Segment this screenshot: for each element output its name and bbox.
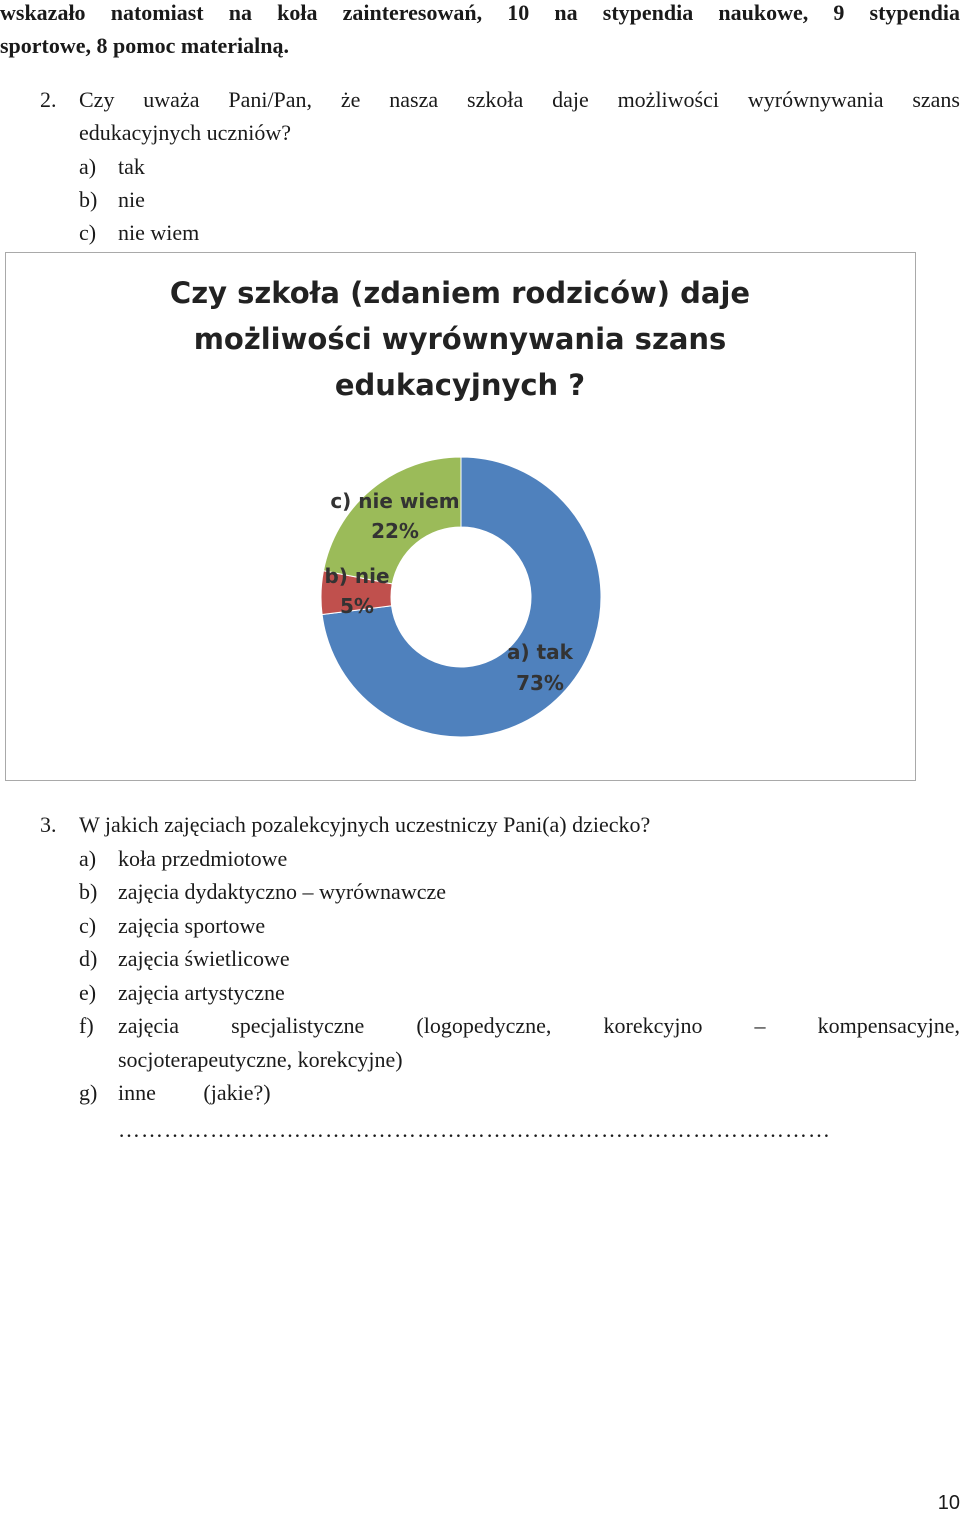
q3-text: W jakich zajęciach pozalekcyjnych uczestniczy Pani(a) dziecko? — [79, 812, 651, 837]
q3-option-f-continuation: socjoterapeutyczne, korekcyjne) — [118, 1047, 403, 1072]
q2-option-c: nie wiem — [118, 220, 200, 245]
answer-dotted-line: ………………………………………………………………………………… — [118, 1117, 831, 1142]
intro-line-2: sportowe, 8 pomoc materialną. — [0, 33, 290, 58]
q3-option-a-marker: a) — [79, 846, 97, 871]
chart-title-line-3: edukacyjnych ? — [334, 368, 586, 402]
q3-option-d-marker: d) — [79, 946, 98, 971]
slice-label-1: a) tak — [507, 640, 573, 664]
q2-option-a: tak — [118, 154, 145, 179]
q3-option-e: zajęcia artystyczne — [118, 980, 285, 1005]
q3-option-b: zajęcia dydaktyczno – wyrównawcze — [118, 879, 447, 904]
q2-text-line-1: Czy uważa Pani/Pan, że nasza szkoła daje możliwości wyrównywania szans — [79, 87, 960, 112]
q2-option-b-marker: b) — [79, 187, 98, 212]
intro-line-1: wskazało natomiast na koła zainteresowań, 10 na stypendia naukowe, 9 stypendia — [0, 0, 960, 25]
q3-option-d: zajęcia świetlicowe — [118, 946, 290, 971]
page-number: 10 — [937, 1492, 960, 1514]
chart-title-line-2: możliwości wyrównywania szans — [193, 322, 727, 356]
q3-option-g: inne (jakie?) — [118, 1080, 271, 1105]
slice-value-label-2: 5% — [340, 594, 374, 618]
q3-option-c: zajęcia sportowe — [118, 913, 266, 938]
q3-option-c-marker: c) — [79, 913, 97, 938]
q2-number: 2. — [40, 87, 57, 112]
q2-text-line-2: edukacyjnych uczniów? — [79, 120, 291, 145]
slice-label-3: c) nie wiem — [330, 489, 460, 513]
q3-option-g-marker: g) — [79, 1080, 98, 1105]
chart-title-line-1: Czy szkoła (zdaniem rodziców) daje — [169, 276, 751, 310]
q3-option-f-marker: f) — [79, 1013, 94, 1038]
q3-option-e-marker: e) — [79, 980, 97, 1005]
q2-option-b: nie — [118, 187, 145, 212]
q2-option-c-marker: c) — [79, 220, 97, 245]
slice-value-label-3: 22% — [371, 519, 419, 543]
slice-label-2: b) nie — [324, 564, 390, 588]
q3-number: 3. — [40, 812, 57, 837]
q3-option-a: koła przedmiotowe — [118, 846, 288, 871]
q3-option-b-marker: b) — [79, 879, 98, 904]
q3-option-f: zajęcia specjalistyczne (logopedyczne, korekcyjno – kompensacyjne, — [118, 1013, 960, 1038]
slice-value-label-1: 73% — [516, 671, 564, 695]
q2-option-a-marker: a) — [79, 154, 97, 179]
